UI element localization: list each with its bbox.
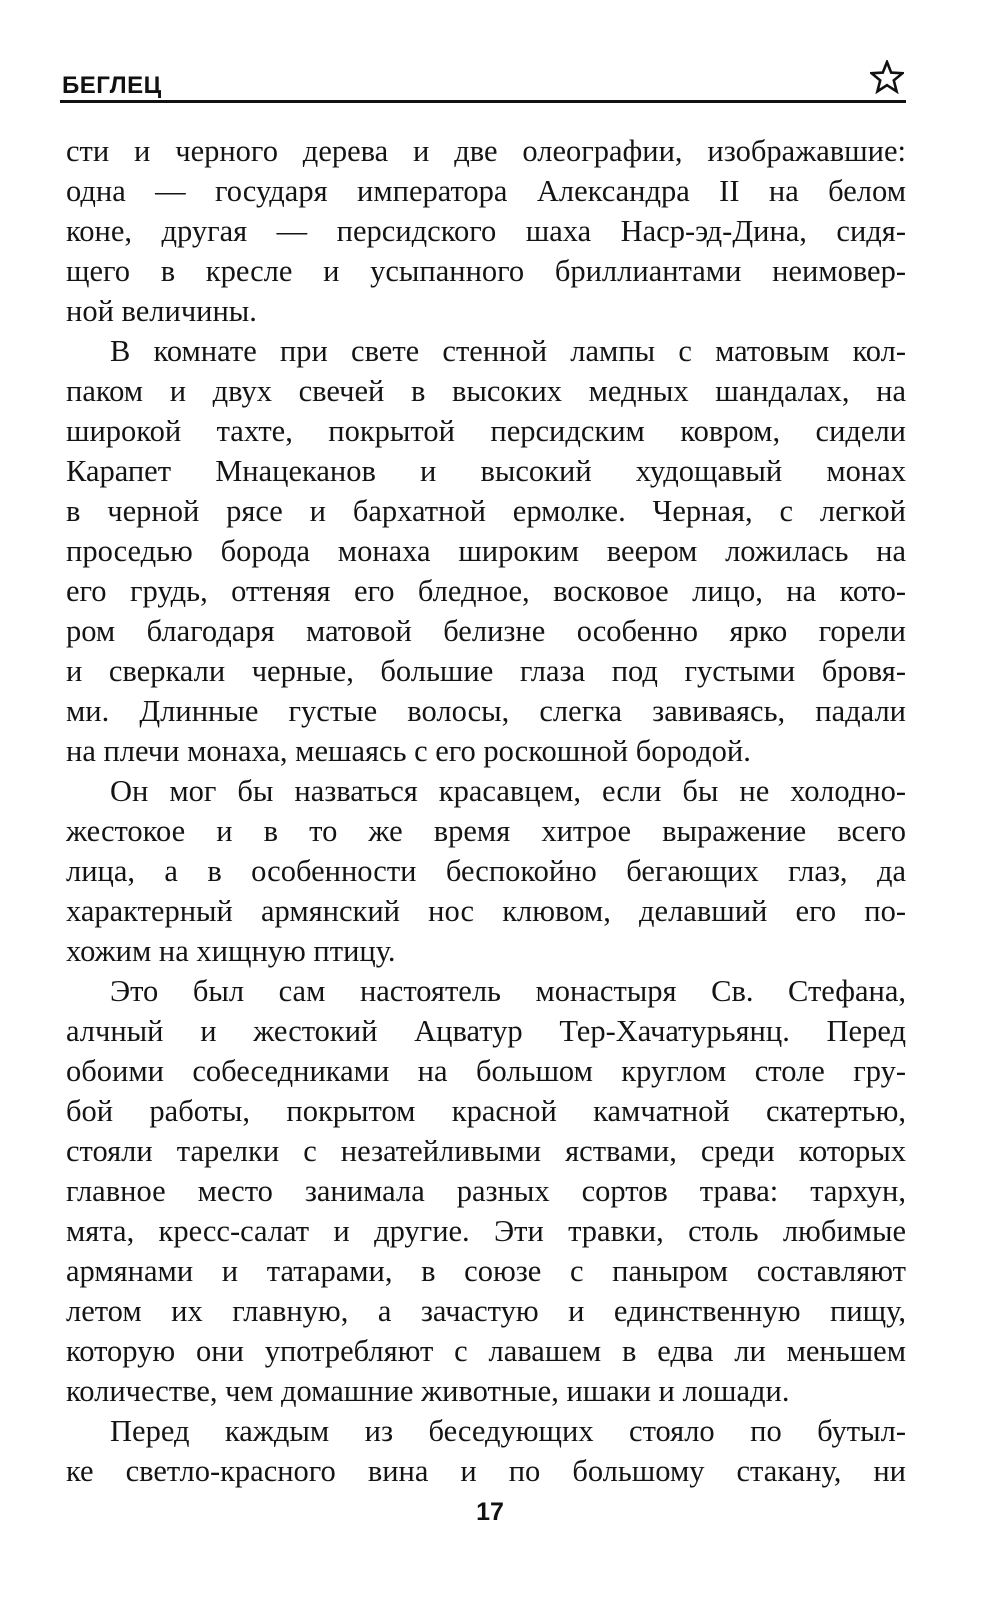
- text-line: одна — государя императора Александра II на белом: [66, 174, 906, 208]
- text-line: паком и двух свечей в высоких медных шандалах, на: [66, 374, 906, 408]
- text-line: количестве, чем домашние животные, ишаки и лошади.: [66, 1374, 790, 1408]
- text-line: обоими собеседниками на большом круглом столе гру-: [66, 1054, 906, 1088]
- paragraph: [66, 771, 906, 971]
- text-line: армянами и татарами, в союзе с паныром составляют: [66, 1254, 906, 1288]
- text-line: в черной рясе и бархатной ермолке. Черная, с легкой: [66, 494, 906, 528]
- text-line: его грудь, оттеняя его бледное, восковое лицо, на кото-: [66, 574, 906, 608]
- paragraph: [66, 131, 906, 331]
- text-line: проседью борода монаха широким веером ложилась на: [66, 534, 906, 568]
- text-line: алчный и жестокий Ацватур Тер-Хачатурьянц. Перед: [66, 1014, 906, 1048]
- paragraph: [66, 971, 906, 1411]
- text-line: Карапет Мнацеканов и высокий худощавый монах: [66, 454, 906, 488]
- text-line: лица, а в особенности беспокойно бегающих глаз, да: [66, 854, 906, 888]
- text-line: ром благодаря матовой белизне особенно ярко горели: [66, 614, 906, 648]
- text-line: Он мог бы назваться красавцем, если бы не холодно-: [110, 774, 906, 808]
- header-rule: [60, 100, 906, 103]
- text-line: коне, другая — персидского шаха Наср-эд-Дина, сидя-: [66, 214, 906, 248]
- text-line: характерный армянский нос клювом, делавший его по-: [66, 894, 906, 928]
- text-line: Перед каждым из беседующих стояло по бутыл-: [110, 1414, 906, 1448]
- text-line: стояли тарелки с незатейливыми яствами, среди которых: [66, 1134, 906, 1168]
- paragraph: [66, 331, 906, 771]
- text-line: бой работы, покрытом красной камчатной скатертью,: [66, 1094, 906, 1128]
- text-line: и сверкали черные, большие глаза под густыми бровя-: [66, 654, 906, 688]
- text-line: хожим на хищную птицу.: [66, 934, 396, 968]
- text-line: ной величины.: [66, 294, 257, 328]
- text-line: ке светло-красного вина и по большому стакану, ни: [66, 1454, 906, 1488]
- body-text: [66, 131, 906, 1491]
- text-line: широкой тахте, покрытой персидским ковром, сидели: [66, 414, 906, 448]
- text-line: главное место занимала разных сортов трава: тархун,: [66, 1174, 906, 1208]
- text-line: Это был сам настоятель монастыря Св. Стефана,: [110, 974, 906, 1008]
- paragraph: [66, 1411, 906, 1491]
- text-line: щего в кресле и усыпанного бриллиантами неимовер-: [66, 254, 906, 288]
- text-line: сти и черного дерева и две олеографии, изображавшие:: [66, 134, 906, 168]
- running-title: БЕГЛЕЦ: [62, 72, 162, 99]
- text-line: жестокое и в то же время хитрое выражение всего: [66, 814, 906, 848]
- text-line: ми. Длинные густые волосы, слегка завиваясь, падали: [66, 694, 906, 728]
- text-line: В комнате при свете стенной лампы с матовым кол-: [110, 334, 906, 368]
- text-line: мята, кресс-салат и другие. Эти травки, столь любимые: [66, 1214, 906, 1248]
- star-icon: [870, 60, 904, 94]
- text-line: которую они употребляют с лавашем в едва ли меньшем: [66, 1334, 906, 1368]
- text-line: летом их главную, а зачастую и единственную пищу,: [66, 1294, 906, 1328]
- text-line: на плечи монаха, мешаясь с его роскошной бородой.: [66, 734, 751, 768]
- page-number: 17: [476, 1498, 504, 1526]
- page-header: [60, 60, 906, 102]
